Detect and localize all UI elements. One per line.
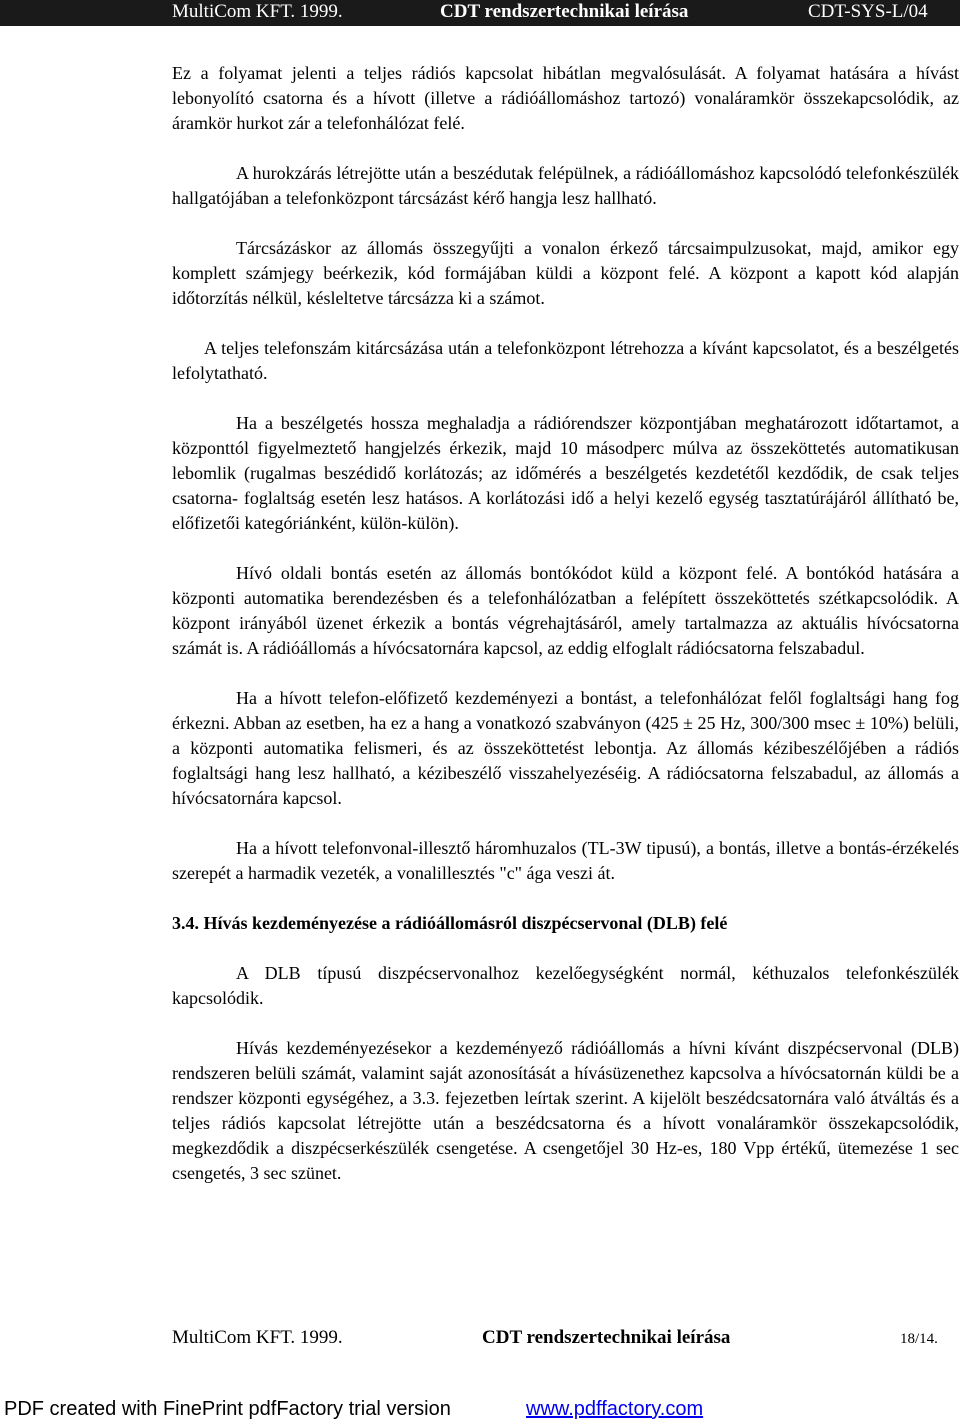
section-heading: 3.4. Hívás kezdeményezése a rádióállomásról diszpécservonal (DLB) felé — [172, 913, 728, 933]
paragraph: Ha a hívott telefon-előfizető kezdeményezi a bontást, a telefonhálózat felől foglaltsági hang fog érkezni. Abban az esetben, ha ez a hang a vonatkozó szabványon (425 ± 25 Hz, 300/300 msec ± 10%) belüli, a központi automatika felismeri, és az összeköttetést lebontja. Az állomás kézibeszélőjében a rádiós foglaltsági hang lesz hallható, a kézibeszélő visszahelyezéséig. A rádiócsatorna felszabadul, az állomás a hívócsatornára kapcsol. — [172, 688, 959, 808]
page-body — [172, 61, 959, 1211]
paragraph: A hurokzárás létrejötte után a beszédutak felépülnek, a rádióállomáshoz kapcsolódó telefonkészülék hallgatójában a telefonközpont tárcsázást kérő hangja lesz hallható. — [172, 163, 959, 208]
pdf-watermark-text: PDF created with FinePrint pdfFactory trial version — [4, 1398, 451, 1420]
paragraph: Ha a hívott telefonvonal-illesztő háromhuzalos (TL-3W tipusú), a bontás, illetve a bontás-érzékelés szerepét a harmadik vezeték, a vonalillesztés "c" ága veszi át. — [172, 838, 959, 883]
footer-company: MultiCom KFT. 1999. — [172, 1327, 343, 1348]
paragraph: Ha a beszélgetés hossza meghaladja a rádiórendszer központjában meghatározott időtartamot, a központtól figyelmeztető hangjelzés érkezik, majd 10 másodperc múlva az összeköttetés automatikusan lebomlik (rugalmas beszédidő korlátozás; az időmérés a beszélgetés kezdetétől kezdődik, de csak teljes csatorna- foglaltság esetén lesz hatásos. A korlátozási idő a helyi kezelő egység tasztatúrájáról állítható be, előfizetői kategóriánként, külön-külön). — [172, 413, 959, 533]
paragraph: A teljes telefonszám kitárcsázása után a telefonközpont létrehozza a kívánt kapcsolatot, és a beszélgetés lefolytatható. — [172, 338, 959, 383]
header-company: MultiCom KFT. 1999. — [172, 1, 343, 22]
header-document-title: CDT rendszertechnikai leírása — [440, 1, 689, 22]
paragraph: Hívás kezdeményezésekor a kezdeményező rádióállomás a hívni kívánt diszpécservonal (DLB) rendszeren belüli számát, valamint saját azonosítását a hívásüzenethez kapcsolva a hívócsatornán küldi be a rendszer központi egységéhez, a 3.3. fejezetben leírtak szerint. A kijelölt beszédcsatornára való átváltás és a teljes rádiós kapcsolat létrejötte után a beszédcsatorna és a hívott vonaláramkör összekapcsolódik, megkezdődik a diszpécserkészülék csengetése. A csengetőjel 30 Hz-es, 180 Vpp értékű, ütemezése 1 sec csengetés, 3 sec szünet. — [172, 1038, 959, 1183]
page-footer — [172, 1327, 959, 1353]
paragraph: Hívó oldali bontás esetén az állomás bontókódot küld a központ felé. A bontókód hatására a központi automatika berendezésben és a telefonhálózatban a felépített összeköttetés szétkapcsolódik. A központ irányából üzenet érkezik a bontás végrehajtásáról, amely tartalmazza az aktuális hívócsatorna számát is. A rádióállomás a hívócsatornára kapcsol, az eddig elfoglalt rádiócsatorna felszabadul. — [172, 563, 959, 658]
footer-document-title: CDT rendszertechnikai leírása — [482, 1327, 731, 1348]
pdf-watermark-bar — [0, 1398, 960, 1426]
paragraph: Tárcsázáskor az állomás összegyűjti a vonalon érkező tárcsaimpulzusokat, majd, amikor egy komplett számjegy beérkezik, kód formájában küldi a központ felé. A központ a kapott kód alapján időtorzítás nélkül, késleltetve tárcsázza ki a számot. — [172, 238, 959, 308]
paragraph: A DLB típusú diszpécservonalhoz kezelőegységként normál, kéthuzalos telefonkészülék kapcsolódik. — [172, 963, 959, 1008]
page-header — [0, 0, 960, 26]
header-document-code: CDT-SYS-L/04 — [808, 1, 928, 22]
page-number: 18/14. — [900, 1331, 938, 1347]
pdffactory-link[interactable]: www.pdffactory.com — [526, 1398, 704, 1420]
paragraph: Ez a folyamat jelenti a teljes rádiós kapcsolat hibátlan megvalósulását. A folyamat hatására a hívást lebonyolító csatorna és a hívott (illetve a rádióállomáshoz tartozó) vonaláramkör összekapcsolódik, az áramkör hurkot zár a telefonhálózat felé. — [172, 63, 959, 133]
